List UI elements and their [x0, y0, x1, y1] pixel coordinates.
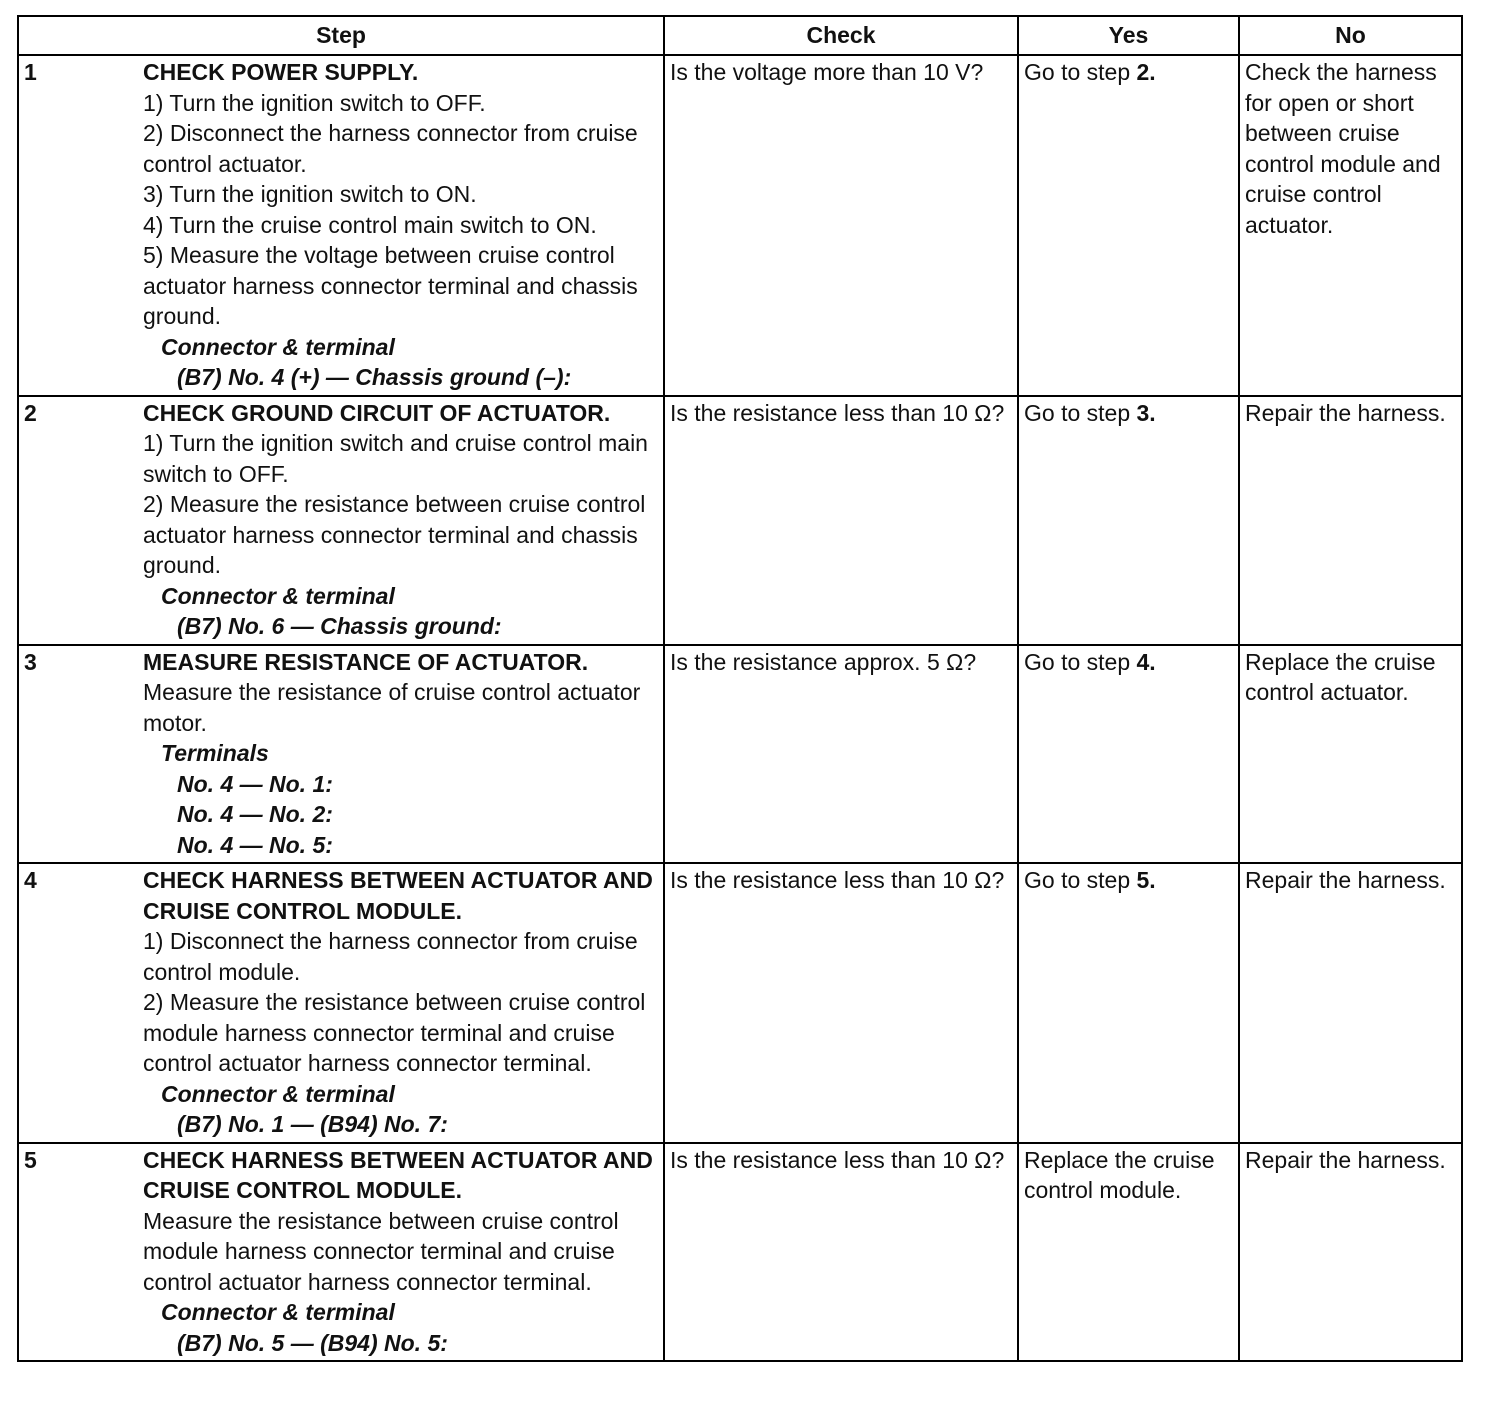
step-instruction: 1) Turn the ignition switch and cruise control main switch to OFF. [143, 430, 648, 487]
step-title: CHECK GROUND CIRCUIT OF ACTUATOR. [143, 399, 611, 426]
connector-heading: Connector & terminal [161, 333, 395, 360]
step-instruction: 2) Measure the resistance between cruise control module harness connector terminal and cruise control actuator harness connector terminal. [143, 989, 646, 1076]
step-instruction: 4) Turn the cruise control main switch to ON. [143, 211, 597, 238]
no-action: Repair the harness. [1239, 1143, 1462, 1362]
connector-terminal: (B7) No. 6 — Chassis ground: [177, 613, 502, 639]
yes-step-number: 4. [1136, 648, 1156, 675]
yes-text: Go to step [1024, 399, 1137, 426]
diagnostic-table [17, 15, 1463, 1362]
yes-text: Replace the cruise control module. [1024, 1146, 1215, 1203]
yes-action [1018, 55, 1239, 396]
step-number: 3 [18, 645, 138, 864]
connector-terminal: No. 4 — No. 2: [177, 801, 333, 827]
connector-heading: Connector & terminal [161, 1299, 395, 1325]
header-row [18, 16, 1462, 55]
check-question: Is the resistance less than 10 Ω? [664, 396, 1018, 645]
table-row [18, 1143, 1462, 1362]
no-action: Check the harness for open or short between cruise control module and cruise control actuator. [1239, 55, 1462, 396]
step-number: 5 [18, 1143, 138, 1362]
step-procedure [138, 1143, 664, 1362]
step-procedure [138, 863, 664, 1143]
check-question: Is the resistance less than 10 Ω? [664, 863, 1018, 1143]
connector-terminal: (B7) No. 5 — (B94) No. 5: [177, 1329, 448, 1356]
step-instruction: Measure the resistance between cruise control module harness connector terminal and cruise control actuator harness connector terminal. [143, 1207, 619, 1295]
connector-heading: Connector & terminal [161, 582, 395, 609]
header-no: No [1239, 16, 1462, 55]
yes-action [1018, 1143, 1239, 1362]
yes-text: Go to step [1024, 867, 1137, 893]
connector-heading: Connector & terminal [161, 1080, 395, 1107]
check-question: Is the resistance less than 10 Ω? [664, 1143, 1018, 1362]
no-action: Replace the cruise control actuator. [1239, 645, 1462, 864]
step-number: 2 [18, 396, 138, 645]
table-row [18, 396, 1462, 645]
check-question: Is the voltage more than 10 V? [664, 55, 1018, 396]
header-yes: Yes [1018, 16, 1239, 55]
connector-terminal: (B7) No. 1 — (B94) No. 7: [177, 1111, 448, 1137]
step-number: 4 [18, 863, 138, 1143]
no-action: Repair the harness. [1239, 863, 1462, 1143]
step-instruction: 2) Disconnect the harness connector from cruise control actuator. [143, 120, 638, 177]
yes-action [1018, 396, 1239, 645]
table-row [18, 863, 1462, 1143]
yes-text: Go to step [1024, 59, 1137, 85]
step-instruction: 3) Turn the ignition switch to ON. [143, 181, 477, 207]
yes-text: Go to step [1024, 648, 1137, 675]
step-instruction: 5) Measure the voltage between cruise control actuator harness connector terminal and chassis ground. [143, 242, 638, 329]
table-row [18, 55, 1462, 396]
check-question: Is the resistance approx. 5 Ω? [664, 645, 1018, 864]
connector-terminal: No. 4 — No. 5: [177, 831, 333, 858]
step-title: CHECK HARNESS BETWEEN ACTUATOR AND CRUISE CONTROL MODULE. [143, 1146, 653, 1203]
no-action: Repair the harness. [1239, 396, 1462, 645]
header-check: Check [664, 16, 1018, 55]
step-title: CHECK POWER SUPPLY. [143, 59, 419, 85]
step-instruction: Measure the resistance of cruise control actuator motor. [143, 679, 641, 736]
connector-terminal: (B7) No. 4 (+) — Chassis ground (–): [177, 364, 572, 390]
yes-step-number: 5. [1136, 867, 1156, 893]
header-step: Step [18, 16, 664, 55]
step-instruction: 1) Disconnect the harness connector from cruise control module. [143, 928, 638, 985]
connector-heading: Terminals [161, 740, 269, 766]
step-instruction: 1) Turn the ignition switch to OFF. [143, 89, 486, 116]
step-procedure [138, 645, 664, 864]
step-procedure [138, 55, 664, 396]
yes-action [1018, 863, 1239, 1143]
step-procedure [138, 396, 664, 645]
step-title: CHECK HARNESS BETWEEN ACTUATOR AND CRUISE CONTROL MODULE. [143, 867, 653, 924]
connector-terminal: No. 4 — No. 1: [177, 770, 333, 797]
step-number: 1 [18, 55, 138, 396]
yes-step-number: 3. [1136, 399, 1156, 426]
table-row [18, 645, 1462, 864]
yes-step-number: 2. [1136, 59, 1156, 85]
step-instruction: 2) Measure the resistance between cruise control actuator harness connector terminal and chassis ground. [143, 491, 646, 578]
step-title: MEASURE RESISTANCE OF ACTUATOR. [143, 648, 589, 675]
yes-action [1018, 645, 1239, 864]
